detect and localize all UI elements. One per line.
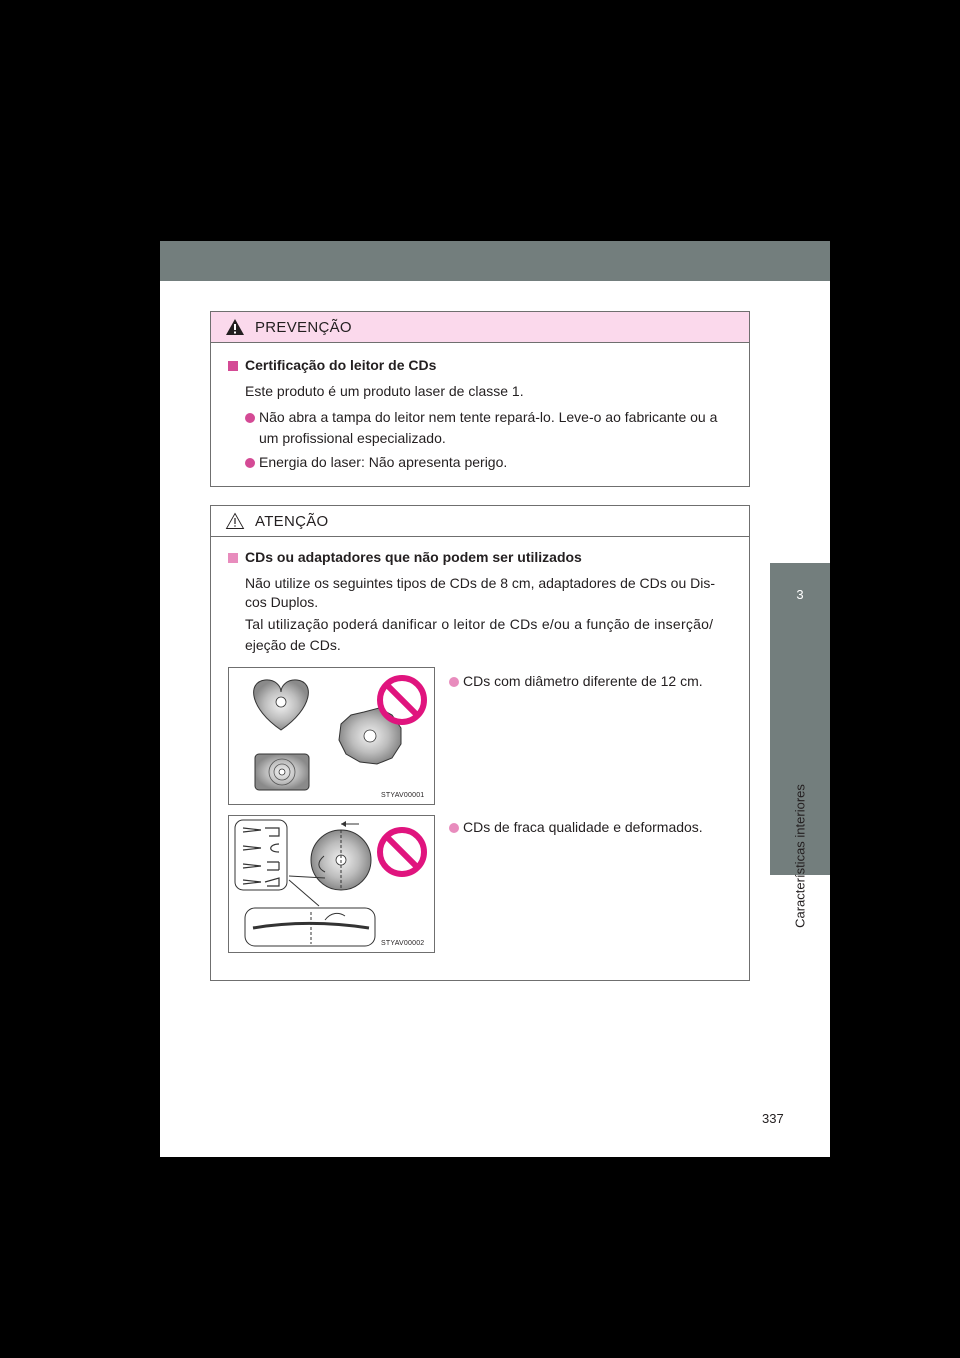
warning-intro: Este produto é um produto laser de classe 1. [245,383,524,399]
warning-bullet-1-line-1: Não abra a tampa do leitor nem tente repará-lo. Leve-o ao fabricante ou a [259,409,718,425]
figure-1-code: STYAV00001 [381,792,425,799]
section-square-marker [228,361,238,371]
page-number: 337 [762,1111,784,1126]
warning-bullet-2: Energia do laser: Não apresenta perigo. [259,454,508,470]
notice-box [210,505,750,981]
warning-triangle-outline-icon [225,512,245,530]
notice-paragraph-line-3: Tal utilização poderá danificar o leitor de CDs e/ou a função de inserção/ [245,616,714,632]
notice-paragraph-line-4: ejeção de CDs. [245,637,341,653]
warning-section-heading: Certificação do leitor de CDs [245,357,437,373]
warning-title: PREVENÇÃO [255,319,352,336]
warning-box-header [211,312,749,343]
figure-2-code: STYAV00002 [381,940,425,947]
bullet-marker [245,413,255,423]
deformed-cds-illustration [229,816,434,952]
notice-paragraph-line-1: Não utilize os seguintes tipos de CDs de 8 cm, adaptadores de CDs ou Dis- [245,575,716,591]
manual-page [160,241,830,1157]
odd-shaped-cds-illustration [229,668,434,804]
bullet-marker [449,823,459,833]
bullet-marker [245,458,255,468]
section-square-marker [228,553,238,563]
page-header-bar [160,241,830,281]
warning-bullet-1-line-2: um profissional especializado. [259,430,446,446]
notice-paragraph-line-2: cos Duplos. [245,594,319,610]
figure-2-caption: CDs de fraca qualidade e deformados. [463,819,703,835]
figure-odd-shaped-cds [228,667,435,805]
bullet-marker [449,677,459,687]
notice-section-heading: CDs ou adaptadores que não podem ser utilizados [245,549,582,565]
chapter-title: Características interiores [792,784,808,928]
chapter-number: 3 [796,587,804,602]
notice-box-header [211,506,749,537]
warning-box [210,311,750,487]
chapter-title-container [772,661,828,1051]
figure-1-caption: CDs com diâmetro diferente de 12 cm. [463,673,703,689]
figure-deformed-cds [228,815,435,953]
warning-triangle-filled-icon [225,318,245,336]
notice-title: ATENÇÃO [255,513,329,530]
